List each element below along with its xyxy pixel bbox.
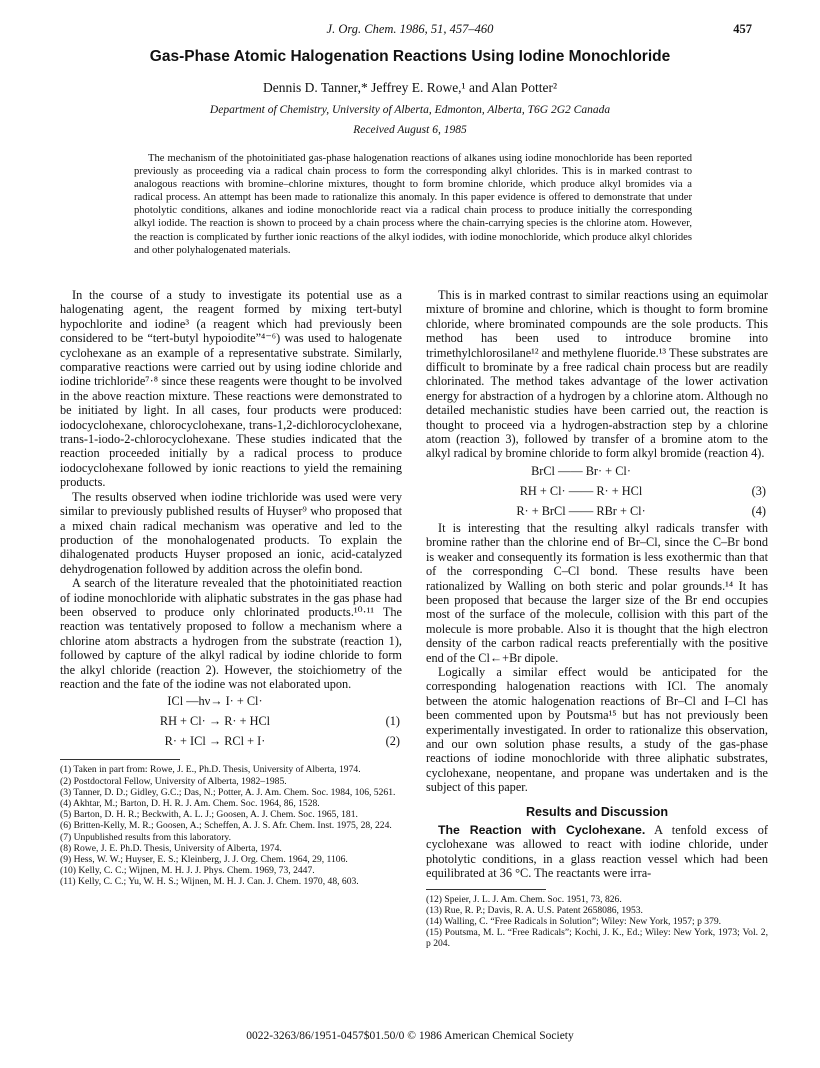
equation-number: (2): [385, 734, 400, 749]
received-date: Received August 6, 1985: [353, 124, 467, 136]
footnote: (3) Tanner, D. D.; Gidley, G.C.; Das, N.; Potter, A. J. Am. Chem. Soc. 1984, 106, 5261.: [60, 786, 396, 798]
footnote: (11) Kelly, C. C.; Yu, W. H. S.; Wijnen, M. H. J. Can. J. Chem. 1970, 48, 603.: [60, 876, 359, 888]
footnote: (4) Akhtar, M.; Barton, D. H. R. J. Am. Chem. Soc. 1964, 86, 1528.: [60, 797, 320, 809]
footnote: (8) Rowe, J. E. Ph.D. Thesis, University of Alberta, 1974.: [60, 842, 282, 854]
paragraph: The results observed when iodine trichloride was used were very similar to previously published results of Huyser⁹ who proposed that a mixed chain radical mechanism was operative and led to the production of the monohalogenated products. To explain the dihalogenated products Huyser proposed an ionic, acid-catalyzed dehydrogenation followed by addition across the olefin bond.: [60, 489, 402, 576]
equation-expression: RH + Cl· —— R· + HCl: [519, 483, 643, 498]
section-heading: Results and Discussion: [525, 804, 669, 819]
paragraph: A search of the literature revealed that the photoinitiated reaction of iodine monochloride with aliphatic substrates in the gas phase had been observed to produce only chlorinated products.¹⁰·¹¹ The reaction was tentatively proposed to follow a mechanism where a chlorine atom abstracts a hydrogen from the substrate (reaction 1), followed by capture of the alkyl radical by iodine chloride to form the alkyl chloride (reaction 2). However, the stoichiometry of the reaction and the fate of the iodine was not elaborated upon.: [60, 576, 402, 691]
equation-expression: ICl —hν→ I· + Cl·: [167, 694, 263, 709]
paragraph: It is interesting that the resulting alkyl radicals transfer with bromine rather than the chlorine end of Br–Cl, since the C–Br bond is weaker and consequently its formation is less exothermic than that of the corresponding C–Cl bond. These results have been rationalized by Walling on both steric and polar grounds.¹⁴ It has been proposed that because the larger size of the Br end occupies most of the surface of the molecule, collision with this part of the molecule is more probable. Also it is thought that the high electron density of the carbon radical reacts preferentially with the positive end of the Cl←+Br dipole.: [426, 520, 768, 665]
footnote: (1) Taken in part from: Rowe, J. E., Ph.D. Thesis, University of Alberta, 1974.: [60, 764, 361, 776]
equation-number: (1): [385, 714, 400, 729]
affiliation: Department of Chemistry, University of Alberta, Edmonton, Alberta, T6G 2G2 Canada: [209, 104, 611, 116]
footnote: (7) Unpublished results from this laboratory.: [60, 831, 231, 843]
equation-expression: R· + ICl → RCl + I·: [164, 734, 266, 749]
run-in-heading: The Reaction with Cyclohexane.: [438, 823, 646, 837]
paragraph: Logically a similar effect would be anticipated for the corresponding halogenation reactions with ICl. The anomaly between the atomic halogenation reactions of Br–Cl and I–Cl has been commented upon by Poutsma¹⁵ but has not previously been experimentally investigated. In order to rationalize this observation, and our own solution phase results, a study of the gas-phase reactions of iodine monochloride with three aliphatic substrates, cyclohexane, neopentane, and propane was undertaken and is the subject of this paper.: [426, 664, 768, 795]
copyright-footer: 0022-3263/86/1951-0457$01.50/0 © 1986 American Chemical Society: [246, 1030, 574, 1042]
footnote: (5) Barton, D. H. R.; Beckwith, A. L. J.; Goosen, A. J. Chem. Soc. 1965, 181.: [60, 809, 358, 821]
journal-citation: J. Org. Chem. 1986, 51, 457–460: [326, 22, 494, 36]
equation-expression: BrCl —— Br· + Cl·: [531, 463, 631, 478]
equation-expression: RH + Cl· → R· + HCl: [159, 714, 271, 729]
equation-4: [426, 501, 768, 521]
equation-number: (4): [751, 503, 766, 518]
abstract: The mechanism of the photoinitiated gas-phase halogenation reactions of alkanes using iodine monochloride has been reported previously as proceeding via a radical chain process to form the corresponding alkyl chlorides. This is in marked contrast to analogous reactions with bromine–chlorine mixtures, thought to form bromine chloride, which produce alkyl bromides via a radical process. An attempt has been made to rationalize this anomaly. In this paper evidence is offered to demonstrate that under photolytic conditions, alkanes and iodine monochloride react via a radical chain process to produce initially the corresponding alkyl iodide. The reaction is shown to proceed by a chain process where the chain-carrying species is the chlorine atom. However, the reaction is complicated by further ionic reactions of the alkyl iodides, with iodine monochloride, which produce alkyl chlorides and other polyhalogenated materials.: [134, 153, 692, 256]
footnote: (12) Speier, J. L. J. Am. Chem. Soc. 1951, 73, 826.: [426, 893, 622, 905]
footnote: (2) Postdoctoral Fellow, University of Alberta, 1982–1985.: [60, 775, 287, 787]
paragraph: This is in marked contrast to similar reactions using an equimolar mixture of bromine and chlorine, which is thought to form bromine chloride, where brominated compounds are the sole products. This method has been used to introduce bromine into trimethylchlorosilane¹² and methylene fluoride.¹³ These substrates are difficult to brominate by a free radical chain process but are readily chlorinated. The method takes advantage of the lower activation energy for abstraction of a hydrogen by a chlorine atom. Although no detailed mechanistic studies have been carried out, the reaction is thought to proceed via a hydrogen-abstraction step by a chlorine atom (reaction 3), followed by transfer of a bromine atom to the alkyl radical by bromine chloride to form alkyl bromide (reaction 4).: [426, 288, 768, 461]
paragraph: [426, 823, 768, 881]
paragraph-text: A tenfold excess of cyclohexane was allowed to react with iodine chloride, under photolytic conditions, in a glass reaction vessel which had been equilibrated at 36 °C. The reactants were irra-: [426, 823, 768, 881]
running-header: [0, 22, 820, 40]
page-number: 457: [733, 22, 752, 36]
left-column: [60, 288, 402, 888]
equation-1: [60, 711, 402, 731]
equation-expression: R· + BrCl —— RBr + Cl·: [516, 503, 646, 518]
footnotes-right: [426, 894, 768, 950]
paragraph: In the course of a study to investigate its potential use as a halogenating agent, the reagent formed by mixing tert-butyl hypochlorite and iodine³ (a reagent which had previously been considered to be “tert-butyl hypoiodite”⁴⁻⁶) was used to halogenate cyclohexane as an example of a representative substrate. Similarly, comparative reactions were carried out by using iodine chloride and iodine trichloride⁷·⁸ since these reagents were thought to be involved in the above reaction mixture. These reactions were demonstrated to be initiated by light. In all cases, four products were produced: iodocyclohexane, chlorocyclohexane, trans-1,2-dichlorocyclohexane, trans-1-iodo-2-chlorocyclohexane. These studies indicated that the reaction proceeded initially by a radical process to produce iodocyclohexane followed by ionic reactions to yield the remaining products.: [60, 288, 402, 490]
footnotes-left: [60, 764, 402, 887]
footnote-divider: [60, 759, 180, 760]
footnote: (10) Kelly, C. C.; Wijnen, M. H. J. J. Phys. Chem. 1969, 73, 2447.: [60, 865, 315, 877]
footnote: (13) Rue, R. P.; Davis, R. A. U.S. Patent 2658086, 1953.: [426, 904, 643, 916]
authors: Dennis D. Tanner,* Jeffrey E. Rowe,¹ and Alan Potter²: [262, 80, 558, 95]
footnote: (14) Walling, C. “Free Radicals in Solution”; Wiley: New York, 1957; p 379.: [426, 916, 722, 928]
equation-number: (3): [751, 483, 766, 498]
article-title: Gas-Phase Atomic Halogenation Reactions Using Iodine Monochloride: [149, 48, 671, 65]
equation: [60, 691, 402, 711]
footnote: (9) Hess, W. W.; Huyser, E. S.; Kleinberg, J. J. Org. Chem. 1964, 29, 1106.: [60, 854, 348, 865]
equation-2: [60, 731, 402, 751]
right-column: [426, 288, 768, 950]
footnote-divider: [426, 889, 546, 890]
equation-3: [426, 481, 768, 501]
footnote: (15) Poutsma, M. L. “Free Radicals”; Kochi, J. K., Ed.; Wiley: New York, 1973; Vol. 2, p 204.: [426, 927, 768, 950]
footnote: (6) Britten-Kelly, M. R.; Goosen, A.; Scheffen, A. J. S. Afr. Chem. Inst. 1975, 28, 224.: [60, 820, 392, 832]
equation: [426, 461, 768, 481]
